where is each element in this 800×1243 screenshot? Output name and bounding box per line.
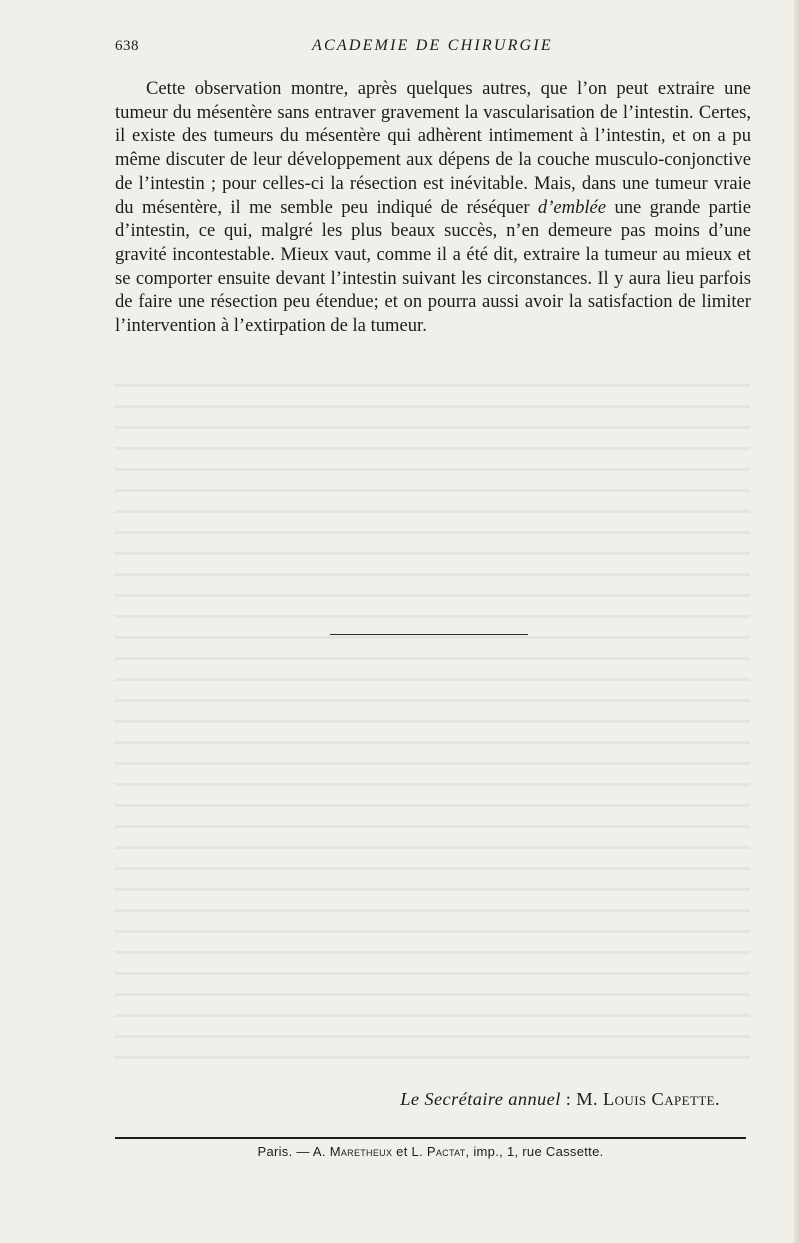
paragraph-text-end: une grande partie d’intestin, ce qui, malgré les plus beaux succès, n’en demeure pas moins d’une gravité incontestable. Mieux vaut, comme il a été dit, extraire la tumeur au mieux et se comporter ensuite devant l’intestin suivant les circonstances. Il y aura lieu parfois de faire une résection peu étendue; et on pourra aussi avoir la satisfaction de limiter l’intervention à l’extirpation de la tumeur. bbox=[115, 196, 751, 337]
body-paragraph bbox=[115, 77, 751, 338]
page-edge bbox=[794, 0, 800, 1243]
signature bbox=[400, 1089, 720, 1110]
body-text bbox=[115, 77, 751, 338]
paragraph-emphasis: d’emblée bbox=[537, 196, 607, 218]
footer-rule bbox=[115, 1137, 746, 1139]
imprint-address: , imp., 1, rue Cassette. bbox=[465, 1144, 604, 1159]
signature-separator: : bbox=[560, 1089, 577, 1109]
imprint-printer-1: Maretheux bbox=[329, 1144, 393, 1159]
signature-role: Le Secrétaire annuel bbox=[400, 1089, 561, 1109]
imprint-join: et L. bbox=[392, 1144, 427, 1159]
page-number: 638 bbox=[115, 38, 139, 54]
printer-imprint bbox=[115, 1144, 746, 1159]
imprint-printer-2: Pactat bbox=[426, 1144, 466, 1159]
section-divider bbox=[330, 634, 528, 635]
bleed-through-texture bbox=[115, 372, 750, 1072]
signature-name: M. Louis Capette. bbox=[576, 1089, 720, 1109]
page-header bbox=[115, 38, 750, 60]
imprint-city: Paris. — A. bbox=[257, 1144, 330, 1159]
paragraph-text-start: Cette observation montre, après quelques autres, que l’on peut extraire une tumeur du mésentère sans entraver gravement la vascularisation de l’intestin. Certes, il existe des tumeurs du mésentère qui adhèrent intimement à l’intestin, et on a pu même discuter de leur développement aux dépens de la couche musculo-conjonctive de l’intestin ; pour celles-ci la résection est inévitable. Mais, dans une tumeur vraie du mésentère, il me semble peu indiqué de réséquer bbox=[115, 78, 751, 218]
running-head: ACADEMIE DE CHIRURGIE bbox=[312, 37, 553, 54]
